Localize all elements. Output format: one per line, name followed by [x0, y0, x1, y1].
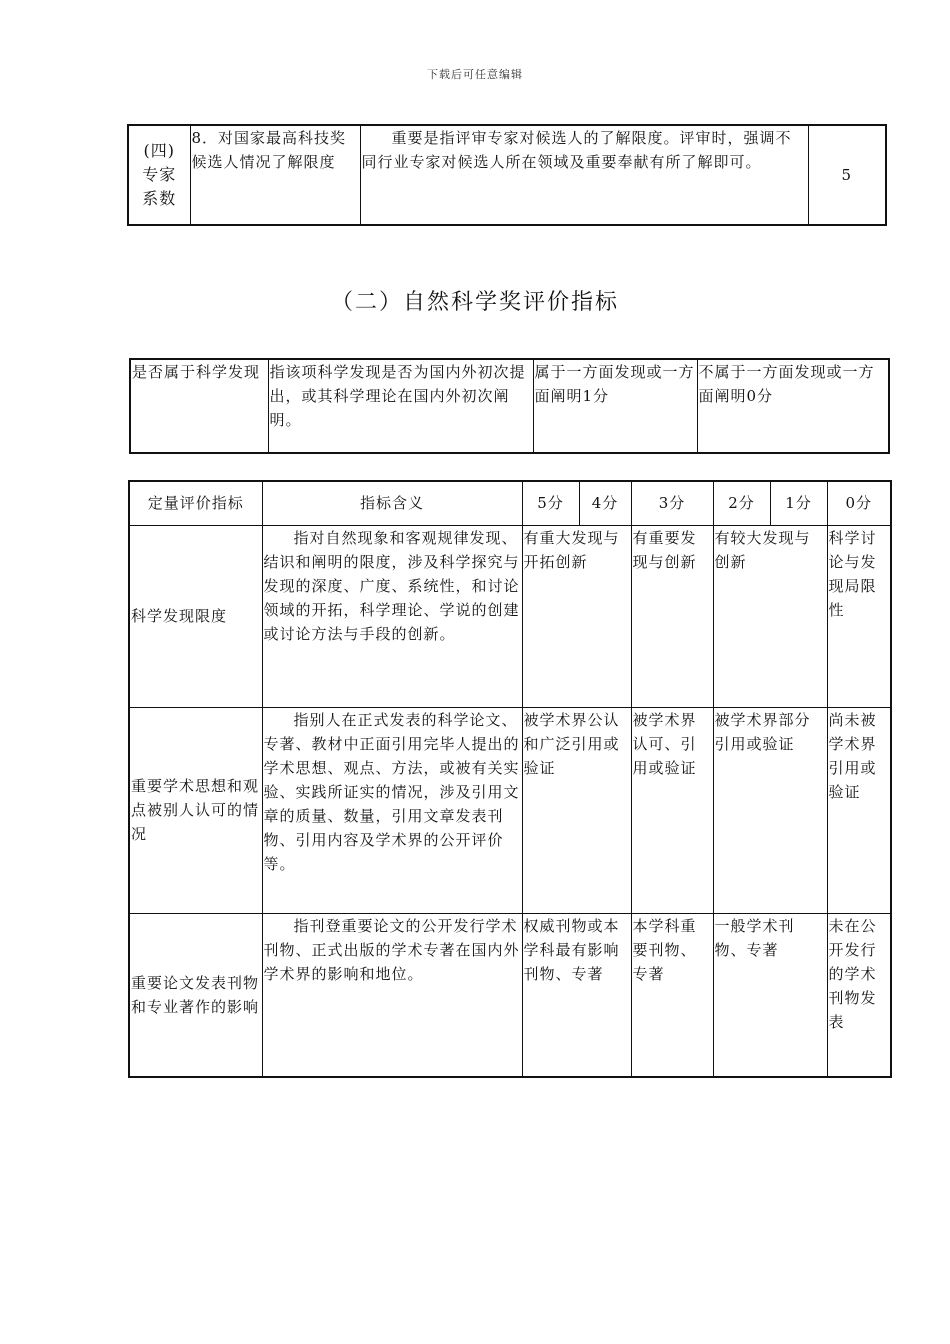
category-cell: (四)专家系数	[128, 125, 190, 225]
score-0-cell: 尚未被学术界引用或验证	[827, 707, 891, 913]
table-row	[129, 913, 891, 1077]
question-cell: 是否属于科学发现	[130, 359, 268, 453]
meaning-cell: 指刊登重要论文的公开发行学术刊物、正式出版的学术专著在国内外学术界的影响和地位。	[262, 913, 522, 1077]
score-5-4-cell: 被学术界公认和广泛引用或验证	[522, 707, 631, 913]
scientific-discovery-table	[129, 358, 890, 454]
header-3: 3分	[631, 481, 713, 525]
table-row	[129, 525, 891, 707]
score-2-1-cell: 有较大发现与创新	[713, 525, 827, 707]
indicator-cell: 重要论文发表刊物和专业著作的影响	[129, 913, 262, 1077]
header-5: 5分	[522, 481, 579, 525]
expert-coefficient-table	[127, 124, 887, 226]
indicator-cell: 科学发现限度	[129, 525, 262, 707]
no-score-cell: 不属于一方面发现或一方面阐明0分	[697, 359, 889, 453]
item-cell: 8．对国家最高科技奖候选人情况了解限度	[190, 125, 360, 225]
score-5-4-cell: 有重大发现与开拓创新	[522, 525, 631, 707]
score-3-cell: 有重要发现与创新	[631, 525, 713, 707]
meaning-cell: 指该项科学发现是否为国内外初次提出，或其科学理论在国内外初次阐明。	[268, 359, 533, 453]
yes-score-cell: 属于一方面发现或一方面阐明1分	[533, 359, 697, 453]
meaning-cell: 指别人在正式发表的科学论文、专著、教材中正面引用完毕人提出的学术思想、观点、方法，或被有关实验、实践所证实的情况，涉及引用文章的质量、数量，引用文章发表刊物、引用内容及学术界的公开评价等。	[262, 707, 522, 913]
description-cell: 重要是指评审专家对候选人的了解限度。评审时，强调不同行业专家对候选人所在领域及重要奉献有所了解即可。	[360, 125, 808, 225]
score-0-cell: 未在公开发行的学术刊物发表	[827, 913, 891, 1077]
header-2: 2分	[713, 481, 770, 525]
indicator-cell: 重要学术思想和观点被别人认可的情况	[129, 707, 262, 913]
header-4: 4分	[579, 481, 631, 525]
quantitative-evaluation-table	[128, 480, 892, 1078]
header-0: 0分	[827, 481, 891, 525]
score-2-1-cell: 被学术界部分引用或验证	[713, 707, 827, 913]
score-2-1-cell: 一般学术刊物、专著	[713, 913, 827, 1077]
score-0-cell: 科学讨论与发现局限性	[827, 525, 891, 707]
score-3-cell: 本学科重要刊物、专著	[631, 913, 713, 1077]
score-5-4-cell: 权威刊物或本学科最有影响刊物、专著	[522, 913, 631, 1077]
score-3-cell: 被学术界认可、引用或验证	[631, 707, 713, 913]
header-1: 1分	[770, 481, 827, 525]
table-row	[129, 707, 891, 913]
section-title: （二）自然科学奖评价指标	[330, 290, 619, 315]
header-meaning: 指标含义	[262, 481, 522, 525]
meaning-cell: 指对自然现象和客观规律发现、结识和阐明的限度，涉及科学探究与发现的深度、广度、系统性，和讨论领域的开拓，科学理论、学说的创建或讨论方法与手段的创新。	[262, 525, 522, 707]
header-note: 下载后可任意编辑	[427, 68, 523, 81]
score-cell: 5	[808, 125, 886, 225]
header-indicator: 定量评价指标	[129, 481, 262, 525]
